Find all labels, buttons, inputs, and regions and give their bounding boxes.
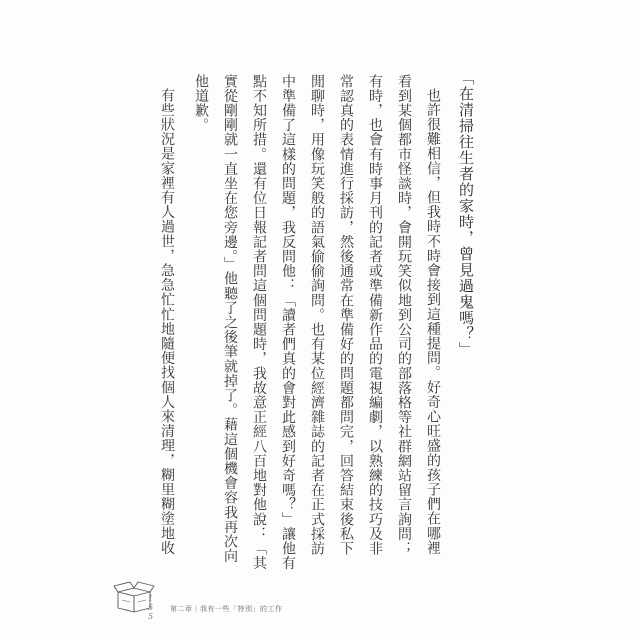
text-column-4: 常認真的表情進行採訪，然後通常在準備好的問題都問完，回答結束後私下	[338, 74, 354, 556]
running-head: 第二章｜我有一些「特別」的工作	[170, 605, 283, 613]
text-column-2: 看到某個都市怪談時，會開玩笑似地到公司的部落格等社群網站留言詢問；	[396, 74, 412, 556]
opening-quote: 「在清掃往生者的家時，曾見過鬼嗎？」	[457, 70, 475, 358]
text-column-6: 中準備了這樣的問題，我反問他：「讀者們真的會對此感到好奇嗎？」讓他有	[280, 74, 296, 571]
text-column-8: 實從剛剛就一直坐在您旁邊。」他聽了之後筆就掉了。藉這個機會容我再次向	[222, 74, 238, 564]
text-column-9: 他道歉。	[193, 74, 209, 133]
text-column-3: 有時，也會有時事月刊的記者或準備新作品的電視編劇，以熟練的技巧及非	[367, 74, 383, 556]
text-column-7: 點不知所措。還有位日報記者問這個問題時，我故意正經八百地對他說：「其	[251, 74, 267, 571]
text-column-1: 也許很難相信，但我時不時會接到這種提問。好奇心旺盛的孩子們在哪裡	[425, 88, 441, 556]
text-column-5: 閒聊時，用像玩笑般的語氣偷偷詢問。也有某位經濟雜誌的記者在正式採訪	[309, 74, 325, 556]
text-column-10: 有些狀況是家裡有人過世，急急忙忙地隨便找個人來清理，糊里糊塗地收	[159, 88, 175, 556]
page-number: 155	[146, 594, 155, 621]
